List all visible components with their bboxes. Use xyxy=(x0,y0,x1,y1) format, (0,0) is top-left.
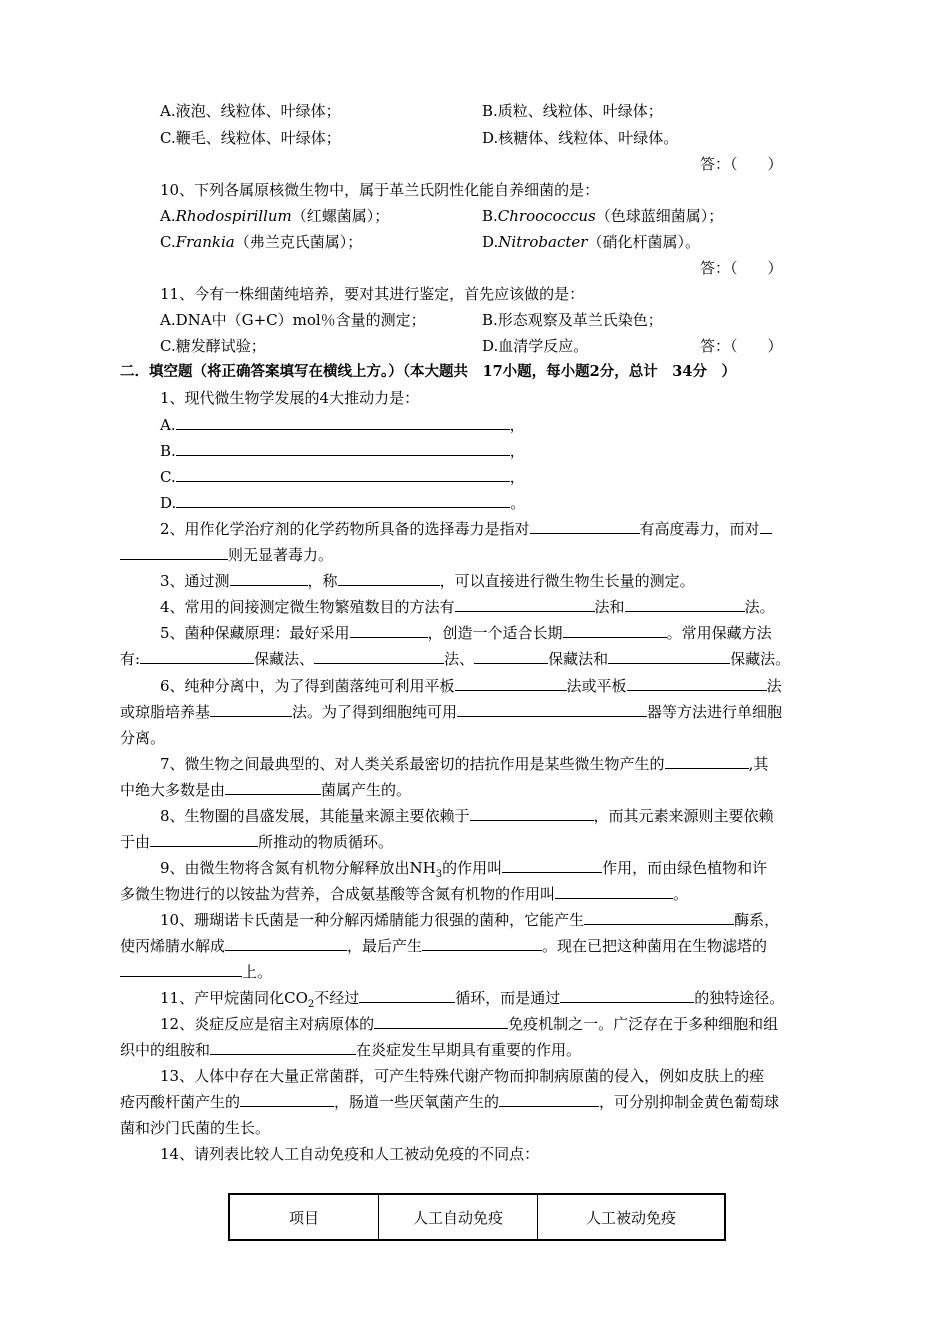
q9-option-a: A.液泡、线粒体、叶绿体； xyxy=(160,102,341,120)
q10-option-a: A.Rhodospirillum（红螺菌属）； xyxy=(160,207,390,225)
blank[interactable] xyxy=(210,702,292,717)
q10-answer: 答：（ ） xyxy=(700,259,783,277)
table-header-cell: 项目 xyxy=(229,1194,379,1240)
blank[interactable] xyxy=(625,597,745,612)
f10-line1: 10、珊瑚诺卡氏菌是一种分解丙烯腈能力很强的菌种，它能产生 酶系， xyxy=(160,911,780,929)
blank[interactable] xyxy=(176,441,510,456)
blank[interactable] xyxy=(350,623,428,638)
q11-option-a: A.DNA中（G+C）mol％含量的测定； xyxy=(160,311,426,329)
f2-line1: 2、用作化学治疗剂的化学药物所具备的选择毒力是指对 有高度毒力，而对 xyxy=(160,519,772,539)
blank[interactable] xyxy=(760,519,772,534)
blank[interactable] xyxy=(555,884,673,899)
blank[interactable] xyxy=(422,936,542,951)
f11-line: 11、产甲烷菌同化$CO_2$不经过 循环，而是通过 的独特途径。 xyxy=(160,989,785,1010)
q9-answer: 答：（ ） xyxy=(700,155,783,173)
blank[interactable] xyxy=(225,780,321,795)
blank[interactable] xyxy=(474,649,548,664)
f13-line1: 13、人体中存在大量正常菌群，可产生特殊代谢产物而抑制病原菌的侵入，例如皮肤上的痤 xyxy=(160,1067,765,1085)
blank[interactable] xyxy=(374,1014,508,1029)
blank[interactable] xyxy=(560,988,694,1003)
f3-line: 3、通过测 ，称 ，可以直接进行微生物生长量的测定。 xyxy=(160,572,695,590)
q10-option-b: B.Chroococcus（色球蓝细菌属）； xyxy=(482,207,724,225)
f13-line2: 疮丙酸杆菌产生的 ，肠道一些厌氧菌产生的 ，可分别抑制金黄色葡萄球 xyxy=(120,1093,780,1111)
f7-line2: 中绝大多数是由 菌属产生的。 xyxy=(120,781,412,799)
q9-option-d: D.核糖体、线粒体、叶绿体。 xyxy=(482,129,679,147)
blank[interactable] xyxy=(120,962,242,977)
q11-answer: 答：（ ） xyxy=(700,337,783,355)
blank[interactable] xyxy=(150,832,258,847)
blank[interactable] xyxy=(210,1040,356,1055)
blank[interactable] xyxy=(176,493,510,508)
f1-stem: 1、现代微生物学发展的4大推动力是： xyxy=(160,389,420,407)
blank[interactable] xyxy=(455,676,567,691)
q10-option-c: C.Frankia（弗兰克氏菌属）； xyxy=(160,233,363,251)
blank[interactable] xyxy=(120,545,228,560)
q11-option-b: B.形态观察及革兰氏染色； xyxy=(482,311,663,329)
f14-stem: 14、请列表比较人工自动免疫和人工被动免疫的不同点： xyxy=(160,1145,540,1163)
f10-line3: 上。 xyxy=(120,962,272,982)
q11-option-d: D.血清学反应。 xyxy=(482,337,589,355)
blank[interactable] xyxy=(499,1092,599,1107)
f10-line2: 使丙烯腈水解成 ，最后产生 。现在已把这种菌用在生物滤塔的 xyxy=(120,937,768,955)
blank[interactable] xyxy=(230,571,308,586)
table-header-row xyxy=(229,1194,725,1240)
f8-line2: 于由 所推动的物质循环。 xyxy=(120,833,394,851)
f9-line2: 多微生物进行的以铵盐为营养，合成氨基酸等含氮有机物的作用叫 。 xyxy=(120,885,689,903)
f1-line-c: C. ， xyxy=(160,468,525,486)
blank[interactable] xyxy=(502,858,602,873)
q10-stem: 10、下列各属原核微生物中，属于革兰氏阴性化能自养细菌的是： xyxy=(160,181,600,199)
f8-line1: 8、生物圈的昌盛发展，其能量来源主要依赖于 ，而其元素来源则主要依赖 xyxy=(160,807,774,825)
table-header-cell: 人工被动免疫 xyxy=(538,1194,726,1240)
f6-line3: 分离。 xyxy=(120,729,166,747)
blank[interactable] xyxy=(176,415,510,430)
blank[interactable] xyxy=(584,910,734,925)
f7-line1: 7、微生物之间最典型的、对人类关系最密切的拮抗作用是某些微生物产生的 ,其 xyxy=(160,755,769,773)
f5-line2: 有: 保藏法、 法、 保藏法和 保藏法。 xyxy=(120,650,791,668)
blank[interactable] xyxy=(608,649,730,664)
blank[interactable] xyxy=(627,676,767,691)
table-header-cell: 人工自动免疫 xyxy=(379,1194,538,1240)
f6-line2: 或琼脂培养基 法。为了得到细胞纯可用 器等方法进行单细胞 xyxy=(120,703,783,721)
blank[interactable] xyxy=(665,754,749,769)
f2-line2: 则无显著毒力。 xyxy=(120,545,333,565)
q11-stem: 11、今有一株细菌纯培养，要对其进行鉴定，首先应该做的是： xyxy=(160,285,585,303)
blank[interactable] xyxy=(338,571,440,586)
blank[interactable] xyxy=(455,597,595,612)
f9-line1: 9、由微生物将含氮有机物分解释放出$NH_3$的作用叫 作用，而由绿色植物和许 xyxy=(160,859,768,880)
section-2-title: 二．填空题（将正确答案填写在横线上方。）（本大题共 17小题，每小题2分，总计 34分 ） xyxy=(120,363,736,380)
f4-line: 4、常用的间接测定微生物繁殖数目的方法有 法和 法。 xyxy=(160,598,775,616)
blank[interactable] xyxy=(314,649,444,664)
f13-line3: 菌和沙门氏菌的生长。 xyxy=(120,1119,271,1137)
comparison-table xyxy=(228,1193,726,1241)
blank[interactable] xyxy=(240,1092,334,1107)
f5-line1: 5、菌种保藏原理：最好采用 ，创造一个适合长期 。常用保藏方法 xyxy=(160,624,772,642)
blank[interactable] xyxy=(140,649,254,664)
f6-line1: 6、纯种分离中，为了得到菌落纯可利用平板 法或平板 法 xyxy=(160,677,782,695)
f1-line-a: A. ， xyxy=(160,416,525,434)
f12-line1: 12、炎症反应是宿主对病原体的 免疫机制之一。广泛存在于多种细胞和组 xyxy=(160,1015,779,1033)
blank[interactable] xyxy=(359,988,455,1003)
f12-line2: 织中的组胺和 在炎症发生早期具有重要的作用。 xyxy=(120,1041,582,1059)
q11-option-c: C.糖发酵试验； xyxy=(160,337,266,355)
q10-option-d: D.Nitrobacter（硝化杆菌属）。 xyxy=(482,233,700,251)
blank[interactable] xyxy=(176,467,510,482)
blank[interactable] xyxy=(225,936,347,951)
f1-line-d: D. 。 xyxy=(160,494,526,512)
blank[interactable] xyxy=(563,623,667,638)
q9-option-c: C.鞭毛、线粒体、叶绿体； xyxy=(160,129,341,147)
blank[interactable] xyxy=(457,702,647,717)
blank[interactable] xyxy=(530,519,640,534)
q9-option-b: B.质粒、线粒体、叶绿体； xyxy=(482,102,663,120)
f1-line-b: B. ， xyxy=(160,442,525,460)
blank[interactable] xyxy=(470,806,594,821)
